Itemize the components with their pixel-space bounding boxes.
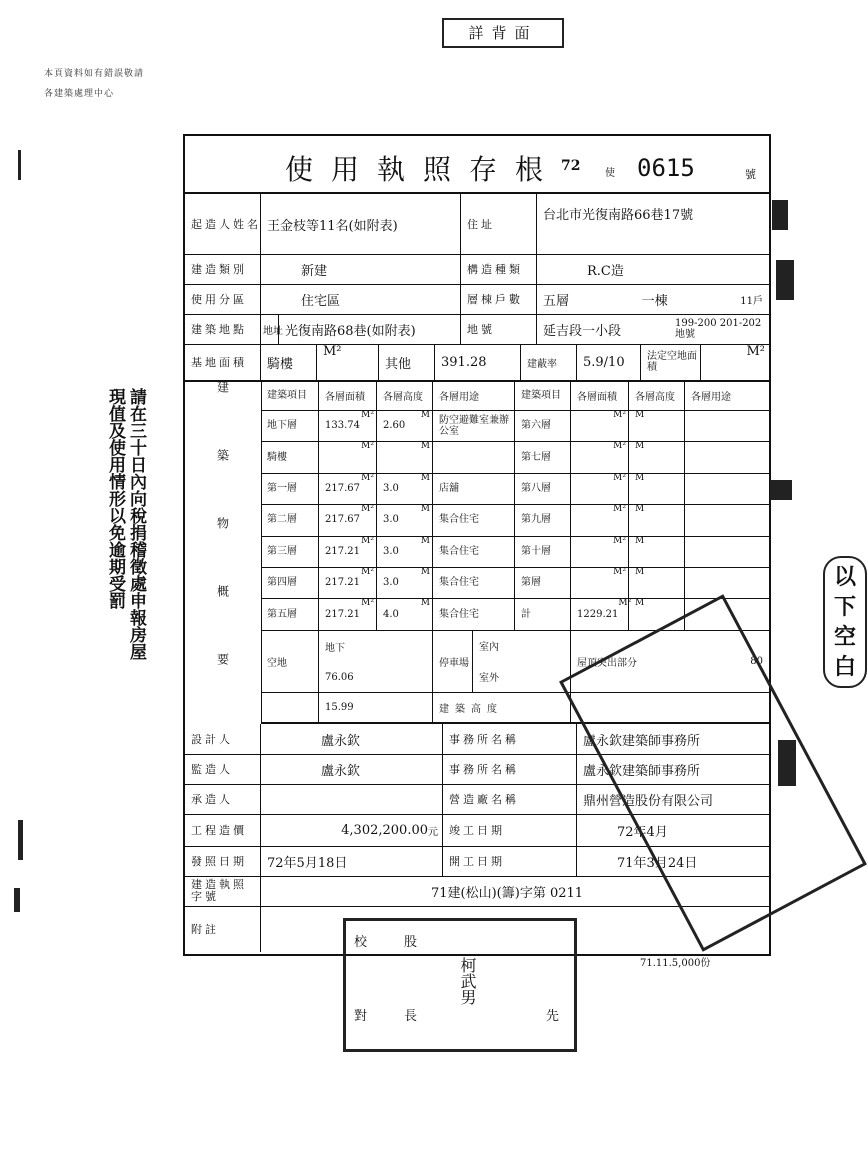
- parking-label: 停車場: [433, 630, 473, 692]
- top-stamp: 詳背面: [442, 18, 564, 48]
- floor-area-right: [571, 410, 629, 441]
- floor-name-text: 第四層: [267, 577, 297, 589]
- license-year: 72: [561, 158, 581, 174]
- roof-label: 屋頂突出部分: [577, 657, 637, 669]
- side-note-col-1: 請在三十日內向稅捐稽徵處申報房屋: [126, 388, 146, 660]
- unit-label: M²: [613, 410, 626, 420]
- unit-label: M²: [361, 410, 374, 420]
- floor-area-text: 217.67: [325, 514, 360, 526]
- contractor-company-value: 鼎州營造股份有限公司: [583, 793, 714, 809]
- build-type-label: 建造類別: [185, 254, 261, 284]
- floor-height-text: 3.0: [383, 545, 399, 557]
- unit-label: M²: [618, 598, 632, 609]
- permit-label: 建造執照字號: [185, 876, 261, 906]
- floor-name-text: 第五層: [267, 608, 297, 620]
- floor-name-text: 騎樓: [267, 451, 287, 463]
- floors-value: 五層: [543, 293, 570, 309]
- issue-value: 72年5月18日: [261, 846, 443, 876]
- floor-height-right: [629, 473, 685, 504]
- col-header-5: 建築項目: [515, 380, 571, 410]
- start-label: 開工日期: [443, 846, 577, 876]
- floor-name-right: [515, 598, 571, 629]
- license-prefix: 使: [605, 168, 615, 179]
- floor-name-text: 第二層: [267, 514, 297, 526]
- floor-area-text: 133.74: [325, 420, 360, 432]
- parking-out: 室外: [479, 673, 499, 684]
- parking-in: 室內: [479, 642, 499, 653]
- unit-label: M²: [361, 472, 374, 483]
- column-header-row: [261, 380, 769, 411]
- col-header-7: 各層高度: [629, 380, 685, 410]
- side-note: [104, 388, 146, 718]
- lot-value: 延吉段一小段: [543, 323, 622, 339]
- floor-name: [261, 504, 319, 535]
- supervisor-office-label: 事務所名稱: [443, 754, 577, 784]
- stamp-name: 柯武男: [458, 957, 477, 1005]
- top-noise-1: 本頁資料如有錯誤敬請: [44, 69, 145, 79]
- lot-label: 地號: [461, 314, 537, 344]
- floor-name: [261, 473, 319, 504]
- col-header-6: 各層面積: [571, 380, 629, 410]
- col-header-8: 各層用途: [691, 391, 731, 403]
- floor-area-text: 217.21: [325, 608, 360, 620]
- floor-use-right: [685, 473, 769, 504]
- issue-label: 發照日期: [185, 846, 261, 876]
- zone-label: 使用分區: [185, 284, 261, 314]
- parking-cell: [473, 630, 571, 692]
- floor-row: [261, 567, 769, 599]
- margin-mark-2: [18, 820, 23, 860]
- legal-space-label: 法定空地面積: [641, 344, 701, 380]
- floor-area: [319, 473, 377, 504]
- approval-stamp: [343, 918, 577, 1052]
- form-title: 使用執照存根: [285, 153, 562, 186]
- lot-cell: [537, 314, 769, 344]
- floor-name-right-text: 第八層: [521, 482, 551, 494]
- completion-value: 72年4月: [617, 824, 668, 840]
- floor-use: [433, 473, 515, 504]
- supervisor-office-value: 盧永欽建築師事務所: [583, 763, 701, 779]
- floor-height: [377, 473, 433, 504]
- arcade-unit: M²: [317, 344, 379, 380]
- office-label: 事務所名稱: [443, 724, 577, 754]
- floor-row: [261, 410, 769, 442]
- lot-numbers: 199-200 201-202地號: [675, 318, 762, 340]
- floor-use-text: 集合住宅: [439, 577, 479, 589]
- side-note-col-2: 現值及使用情形以免逾期受罰: [105, 388, 125, 609]
- unit-label: M: [635, 504, 645, 515]
- floor-height: [377, 441, 433, 472]
- land-area-label: 基地面積: [185, 344, 261, 380]
- floor-height-text: 3.0: [383, 482, 399, 494]
- floor-area-text: 217.21: [325, 545, 360, 557]
- cost-value: 4,302,200.00: [341, 822, 428, 838]
- floor-name: [261, 536, 319, 567]
- cost-unit: 元: [428, 826, 438, 838]
- site-row: [185, 314, 769, 345]
- unit-label: M: [635, 472, 645, 483]
- zone-value: 住宅區: [261, 284, 461, 314]
- site-sub: 地址: [261, 314, 279, 344]
- unit-label: M²: [361, 598, 374, 609]
- floor-use-text: 集合住宅: [439, 514, 479, 526]
- structure-value: R.C造: [587, 263, 624, 279]
- other-label: 其他: [379, 344, 435, 380]
- floor-area-right: [571, 567, 629, 598]
- floor-name-right-text: 計: [521, 608, 531, 620]
- arcade-label: 騎樓: [261, 344, 317, 380]
- floor-use-right: [685, 536, 769, 567]
- unit-label: M²: [361, 535, 374, 546]
- unit-label: M: [635, 567, 645, 577]
- unit-label: M: [420, 410, 430, 420]
- floor-name-right: [515, 536, 571, 567]
- floor-area: [319, 410, 377, 441]
- floor-height-text: 4.0: [383, 608, 399, 620]
- floor-area: [319, 504, 377, 535]
- contractor-label: 承造人: [185, 784, 261, 814]
- address-label: 住址: [461, 194, 537, 254]
- margin-mark-1: [18, 150, 21, 180]
- unit-label: M²: [613, 441, 626, 452]
- floor-area-right: [571, 473, 629, 504]
- floor-name-right: [515, 567, 571, 598]
- floor-name-right-text: 第層: [521, 577, 541, 589]
- floor-area: [319, 598, 377, 629]
- designer-label: 設計人: [185, 724, 261, 754]
- floor-use: [433, 598, 515, 629]
- unit-label: M²: [361, 441, 374, 452]
- floor-use-right: [685, 410, 769, 441]
- owner-row: [185, 194, 769, 255]
- floor-height: [377, 410, 433, 441]
- floor-area: [319, 441, 377, 472]
- owner-value: 王金枝等11名(如附表): [261, 194, 461, 254]
- permit-value: 71建(松山)(籌)字第 0211: [431, 885, 584, 901]
- building-count: 一棟: [641, 293, 668, 309]
- unit-label: M: [420, 598, 430, 609]
- cost-cell: [261, 814, 443, 846]
- unit-count: 11戶: [740, 295, 763, 307]
- basement-value: 76.06: [325, 672, 354, 683]
- supervisor-value: 盧永欽: [261, 754, 443, 784]
- floor-height-text: 3.0: [383, 577, 399, 589]
- structure-label: 構造種類: [461, 254, 537, 284]
- unit-label: M: [420, 441, 430, 452]
- unit-label: M: [635, 535, 645, 546]
- roof-value: 80: [750, 655, 763, 667]
- floor-use-right: [685, 504, 769, 535]
- floor-name-right-text: 第十層: [521, 545, 551, 557]
- floors-cell: [537, 284, 769, 314]
- floor-area-right-text: 1229.21: [577, 608, 619, 620]
- floor-area-text: 217.67: [325, 482, 360, 494]
- floor-use-right: [685, 567, 769, 598]
- floor-row: [261, 473, 769, 505]
- stamp-label-5: 先: [546, 1009, 560, 1024]
- floor-name: [261, 441, 319, 472]
- floor-height-text: 2.60: [383, 420, 406, 432]
- col-header-4: 各層用途: [433, 380, 515, 410]
- contractor-company-label: 營造廠名稱: [443, 784, 577, 814]
- office-value: 盧永欽建築師事務所: [583, 733, 701, 749]
- open-space-label: 空地: [261, 630, 319, 692]
- floor-area-right: [571, 598, 632, 629]
- unit-label: M²: [613, 567, 626, 577]
- supervisor-label: 監造人: [185, 754, 261, 784]
- floor-name: [261, 567, 319, 598]
- floor-height: [377, 536, 433, 567]
- floor-use: [433, 536, 515, 567]
- basement-label: 地下: [325, 643, 345, 654]
- top-noise-2: 各建築處理中心: [44, 89, 115, 99]
- floor-height-right: [629, 410, 685, 441]
- floor-height-text: 3.0: [383, 514, 399, 526]
- unit-label: M²: [361, 567, 374, 577]
- land-area-row: [185, 344, 769, 382]
- completion-label: 竣工日期: [443, 814, 577, 846]
- floor-name-right-text: 第九層: [521, 514, 551, 526]
- floor-use-text: 集合住宅: [439, 608, 479, 620]
- floor-row: [261, 504, 769, 536]
- floor-area-right: [571, 504, 629, 535]
- floor-name-right: [515, 473, 571, 504]
- margin-mark-3: [14, 888, 20, 912]
- floor-height-right: [629, 441, 685, 472]
- floor-use: [433, 441, 515, 472]
- license-suffix: 號: [745, 168, 756, 181]
- floor-use: [433, 567, 515, 598]
- unit-label: M²: [613, 472, 626, 483]
- floor-height: [377, 598, 433, 629]
- unit-label: M: [635, 598, 645, 609]
- floor-name: [261, 598, 319, 629]
- build-type-row: [185, 254, 769, 285]
- floor-row: [261, 441, 769, 473]
- floors-label: 層棟戶數: [461, 284, 537, 314]
- unit-label: M: [635, 441, 645, 452]
- floor-use-text: 店舖: [439, 482, 459, 494]
- designer-value: 盧永欽: [261, 724, 443, 754]
- start-value: 71年3月24日: [617, 855, 698, 871]
- floor-name-text: 第一層: [267, 482, 297, 494]
- floor-area-right: [571, 441, 629, 472]
- floor-name: [261, 410, 319, 441]
- floor-name-text: 第三層: [267, 545, 297, 557]
- stamp-label-1: 校: [354, 935, 368, 950]
- stamp-label-4: 長: [404, 1009, 418, 1024]
- unit-label: M: [420, 567, 430, 577]
- floor-name-right-text: 第六層: [521, 420, 551, 432]
- building-height-label: 建築高度: [433, 692, 571, 722]
- floor-height: [377, 567, 433, 598]
- form-title-bar: [185, 136, 769, 194]
- unit-label: M: [420, 472, 430, 483]
- floor-use: [433, 504, 515, 535]
- site-label: 建築地點: [185, 314, 261, 344]
- floor-name-right: [515, 441, 571, 472]
- blank-mark: 以下空白: [823, 556, 867, 688]
- floor-height-right: [629, 504, 685, 535]
- col-header-1: 建築項目: [261, 380, 319, 410]
- floor-name-right: [515, 504, 571, 535]
- floor-height: [377, 504, 433, 535]
- zone-row: [185, 284, 769, 315]
- owner-label: 起造人姓名: [185, 194, 261, 254]
- section-label: 建築物概要: [215, 381, 230, 721]
- build-type-value: 新建: [261, 254, 461, 284]
- other-value: 391.28: [435, 344, 521, 380]
- coverage-value: 5.9/10: [577, 344, 641, 380]
- legal-space-unit: M²: [746, 344, 765, 359]
- address-value: 台北市光復南路66巷17號: [543, 208, 694, 223]
- license-number: 0615: [637, 154, 695, 182]
- floor-name-right: [515, 410, 571, 441]
- floor-name-right-text: 第七層: [521, 451, 551, 463]
- coverage-label: 建蔽率: [521, 344, 577, 380]
- floor-use-text: 防空避難室兼辦公室: [439, 414, 509, 437]
- unit-label: M²: [361, 504, 374, 515]
- floor-area: [319, 567, 377, 598]
- unit-label: M: [635, 410, 645, 420]
- stamp-label-2: 股: [404, 935, 418, 950]
- site-value: 光復南路68巷(如附表): [279, 314, 461, 344]
- basement-cell: [319, 630, 433, 692]
- remark-label: 附註: [185, 906, 261, 952]
- unit-label: M: [420, 535, 430, 546]
- unit-label: M: [420, 504, 430, 515]
- floor-name-text: 地下層: [267, 420, 297, 432]
- floor-use-text: 集合住宅: [439, 545, 479, 557]
- cost-label: 工程造價: [185, 814, 261, 846]
- floor-use-right: [685, 441, 769, 472]
- floor-row: [261, 536, 769, 568]
- floor-area-right: [571, 536, 629, 567]
- floor-use: [433, 410, 515, 441]
- section-label-cell: [185, 380, 262, 722]
- floor-area: [319, 536, 377, 567]
- floor-height-right: [629, 536, 685, 567]
- col-header-3: 各層高度: [377, 380, 433, 410]
- col-header-2: 各層面積: [319, 380, 377, 410]
- floor-area-text: 217.21: [325, 577, 360, 589]
- unit-label: M²: [613, 535, 626, 546]
- height-value: 15.99: [319, 692, 433, 722]
- floor-height-right: [629, 567, 685, 598]
- print-info: 71.11.5,000份: [640, 958, 711, 969]
- unit-label: M²: [613, 504, 626, 515]
- stamp-label-3: 對: [354, 1009, 368, 1024]
